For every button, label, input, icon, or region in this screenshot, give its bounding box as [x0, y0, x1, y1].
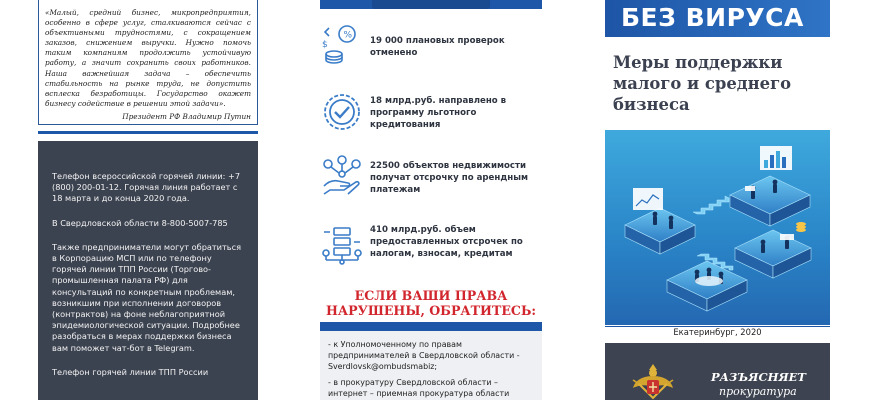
- footer-prosecutor: прокуратура: [719, 385, 797, 398]
- stat-item-credit: [320, 90, 542, 150]
- president-quote: «Малый, средний бизнес, микропредприятия, особенно в сфере услуг, сталкиваются сейчас с объективными трудностями, с сокращением заказов, снижением выручки. Нужно помочь таким компаниям продолжить устойчивую работу, а значит сохранить своих работников. Наша важнейшая задача – обеспечить стабильность на рынке труда, не допустить всплеска безработицы. Государство окажет бизнесу содействие в решении этой задачи».: [45, 8, 251, 108]
- president-quote-box: [38, 0, 258, 125]
- middle-panel: [320, 0, 542, 400]
- stat-item-inspections: [320, 22, 542, 82]
- prosecutor-emblem-icon: [629, 360, 677, 400]
- rights-heading: ЕСЛИ ВАШИ ПРАВА НАРУШЕНЫ, ОБРАТИТЕСЬ:: [326, 288, 536, 318]
- hotline-panel: [38, 141, 258, 400]
- banner: [605, 0, 830, 37]
- contact-ombudsman: - к Уполномоченному по правам предпринимателей в Свердловской области - Sverdlovsk@ombudsmabiz;: [328, 340, 520, 371]
- stat-text: 19 000 плановых проверок отменено: [370, 36, 505, 59]
- top-tab-notch: [372, 0, 490, 9]
- section-divider: [38, 131, 258, 134]
- left-panel: [38, 0, 258, 400]
- city-year: Екатеринбург, 2020: [673, 327, 762, 337]
- server-network-icon: [320, 222, 364, 266]
- stat-item-deferrals: [320, 222, 542, 282]
- svg-text:$: $: [322, 40, 328, 50]
- stat-text: 18 млрд.руб. направлено в программу льготного кредитования: [370, 96, 507, 131]
- banner-title: БЕЗ ВИРУСА: [621, 3, 804, 32]
- coins-percent-icon: [320, 22, 364, 66]
- hotline-text: Телефон всероссийской горячей линии: +7 (800) 200-01-12. Горячая линия работает с 18 марта и до конца 2020 года.: [52, 171, 241, 204]
- cover-panel: [605, 0, 830, 400]
- prosecutor-footer: [605, 343, 830, 400]
- brochure-title: Меры поддержки малого и среднего бизнеса: [613, 53, 792, 114]
- business-isometric-illustration: [605, 130, 830, 325]
- cutoff-text: Телефон горячей линии ТПП России: [52, 366, 209, 377]
- sverdlovsk-phone: В Свердловской области 8-800-5007-785: [52, 217, 228, 228]
- contacts-list: [320, 331, 542, 400]
- quote-author: Президент РФ Владимир Путин: [122, 111, 251, 121]
- checkmark-badge-icon: [320, 90, 364, 134]
- contacts-header-bar: [320, 322, 542, 331]
- svg-text:%: %: [343, 30, 353, 41]
- stat-text: 22500 объектов недвижимости получат отсрочку по арендным платежам: [370, 161, 528, 196]
- contact-prosecutor: - в прокуратуру Свердловской области – интернет – приемная прокуратура области: [328, 378, 510, 398]
- stat-text: 410 млрд.руб. объем предоставленных отсрочек по налогам, взносам, кредитам: [370, 225, 523, 260]
- hand-network-icon: [320, 152, 364, 196]
- footer-explains: РАЗЪЯСНЯЕТ: [711, 370, 806, 384]
- support-info-text: Также предприниматели могут обратиться в Корпорацию МСП или по телефону горячей линии ТПП России (Торгово-промышленная палата РФ) для консультаций по конкретным проблемам, возникшим при исполнении договоров (контрактов) на фоне неблагоприятной эпидемиологической ситуации. Подробнее разобраться в мерах поддержки бизнеса вам поможет чат-бот в Telegram.: [52, 241, 242, 353]
- stat-item-property: [320, 152, 542, 212]
